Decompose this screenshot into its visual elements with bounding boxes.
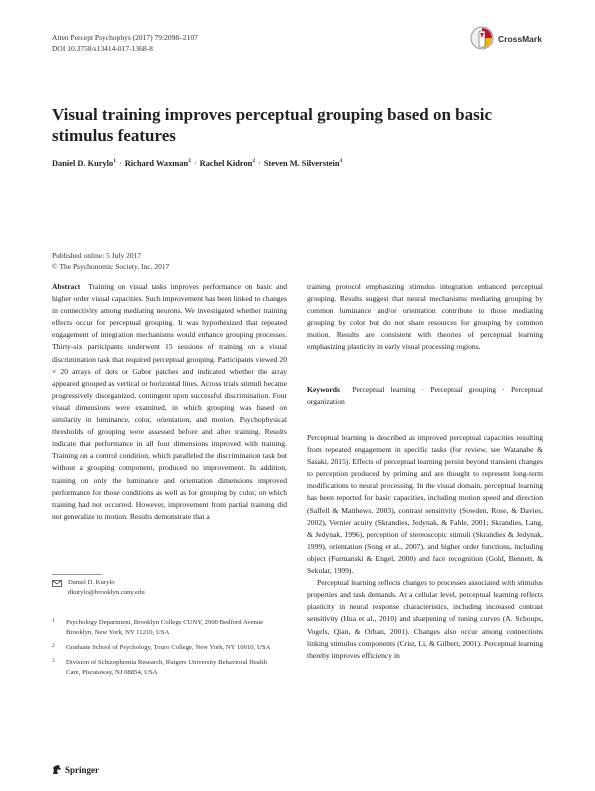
body-paragraph: Perceptual learning reflects changes to processes associated with stimulus properties and task demands. At a cellular level, perceptual learning reflects plasticity in neural response characteristics, including increased contrast sensitivity (Hua et al., 2010) and sharpening of tuning curves (A. Schoups, Vogels, Qian, & Orban, 2001). Changes also occur among connections linking stimulus components (Crist, Li, & Gilbert, 2001). Perceptual learning thereby improves efficiency in	[307, 578, 543, 660]
author-separator: ·	[118, 158, 122, 168]
crossmark-label: CrossMark	[498, 34, 542, 44]
affiliation: 1 Psychology Department, Brooklyn College CUNY, 2900 Bedford Avenue Brooklyn, New York, NY 11210, USA	[52, 618, 264, 636]
crossmark-badge[interactable]	[470, 26, 542, 52]
abstract-text: Training on visual tasks improves performance on basic and higher order visual capacities. Such improvement has been linked to changes in connectivity among mediating neurons. We investigated whether training effects occur for perceptual grouping. It was hypothesized that repeated engagement of integration mechanisms would enhance grouping processes. Thirty-six participants underwent 15 sessions of training on a visual discrimination task that required perceptual grouping. Participants viewed 20 × 20 arrays of dots or Gabor patches and indicated whether the array appeared grouped as vertical or horizontal lines. Across trials stimuli became progressively disorganized, contingent upon successful discrimination. Four visual dimensions were examined, in which grouping was based on similarity in luminance, color, orientation, and motion. Psychophysical thresholds of grouping were assessed before and after training. Results indicate that performance in all four dimensions improved with training. Training on a control condition, which paralleled the discrimination task but without a grouping component, produced no improvement. In addition, training on only the luminance and orientation dimensions improved performance for those conditions as well as for grouping by color, on which training had not occurred. However, improvement from partial training did not generalize to motion. Results demonstrate that a	[52, 282, 287, 521]
affiliation: 3 Division of Schizophrenia Research, Rutgers University Behavioral Health Care, Piscataway, NJ 08854, USA	[52, 658, 267, 676]
footnote-divider	[52, 574, 102, 575]
springer-horse-icon	[52, 764, 62, 775]
keywords	[307, 384, 543, 408]
correspondence	[52, 578, 287, 598]
author[interactable]: Steven M. Silverstein$^3$	[263, 158, 343, 168]
author[interactable]: Rachel Kidron$^2$	[199, 158, 256, 168]
body-paragraph: Perceptual learning is described as improved perceptual capacities resulting from repeated engagement in specific tasks (for review, see Watanabe & Sasaki, 2015). Effects of perceptual learning persist beyond transient changes to perception produced by priming and are thought to represent long-term modifications to neural processing. In the visual domain, perceptual learning has been reported for basic capacities, including motion speed and direction (Saffell & Matthews, 2003), contrast sensitivity (Sowden, Rose, & Davies, 2002), Vernier acuity (Skrandies, Jedynak, & Fahle, 2001; Skrandies, Lang, & Jedynak, 1996), perception of stereoscopic stimuli (Skrandies & Jedynak, 1999), orientation (Song et al., 2007), and higher order functions, including object (Furmanski & Engel, 2000) and face recognition (Gold, Bennett, & Sekular, 1999).	[307, 433, 543, 576]
crossmark-icon	[470, 26, 494, 52]
springer-logo	[52, 764, 99, 775]
published-date: Published online: 5 July 2017	[52, 251, 142, 260]
keywords-text: Perceptual learning · Perceptual grouping · Perceptual organization	[307, 385, 544, 407]
affiliation: 2 Graduate School of Psychology, Touro College, New York, NY 10010, USA	[52, 643, 271, 651]
journal-citation: Atten Percept Psychophys (2017) 79:2098–2107	[52, 33, 198, 42]
affiliations	[52, 618, 282, 683]
copyright-notice: © The Psychonomic Society, Inc. 2017	[52, 262, 170, 271]
abstract	[52, 281, 287, 523]
keywords-label: Keywords	[307, 385, 340, 394]
paper-title: Visual training improves perceptual grouping based on basic stimulus features	[52, 105, 493, 145]
corresponding-author-name: Daniel D. Kurylo	[68, 579, 115, 586]
doi[interactable]: DOI 10.3758/s13414-017-1368-8	[52, 44, 153, 53]
author[interactable]: Richard Waxman$^2$	[124, 158, 191, 168]
corresponding-author-email[interactable]: dkurylo@brooklyn.cuny.edu	[68, 589, 145, 596]
author-separator: ·	[193, 158, 197, 168]
abstract-label: Abstract	[52, 282, 81, 291]
author-separator: ·	[258, 158, 261, 168]
publisher-name: Springer	[65, 764, 100, 775]
introduction	[307, 432, 543, 662]
abstract-continuation: training protocol emphasizing stimulus integration enhanced perceptual grouping. Results suggest that neural mechanisms mediating grouping by common luminance and/or orientation contribute to those mediating grouping by color but do not share resources for grouping by common motion. Results are consistent with theories of perceptual learning emphasizing plasticity in early visual processing regions.	[307, 282, 543, 352]
author[interactable]: Daniel D. Kurylo$^1$	[52, 158, 116, 168]
author-list	[52, 158, 342, 168]
envelope-icon	[52, 580, 62, 591]
